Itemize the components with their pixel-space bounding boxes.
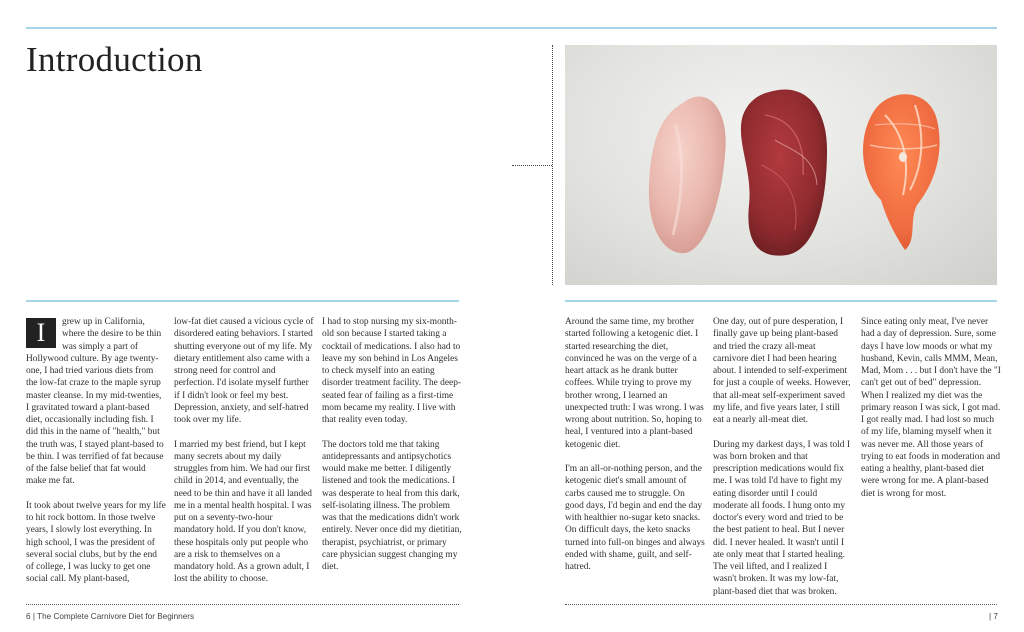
text-column-4 bbox=[565, 316, 705, 586]
text-column-2 bbox=[174, 316, 314, 598]
text-column-3 bbox=[322, 316, 462, 586]
paragraph: I had to stop nursing my six-month-old son because I started taking a cocktail of medications. I also had to leave my son behind in Los Angeles to check myself into an eating disorder treatment facility. The deep-seated fear of failing as a first-time mom became my reality. I live with that reality even today. bbox=[322, 317, 462, 425]
meat-photo bbox=[565, 45, 997, 285]
paragraph-text: grew up in California, where the desire to be thin was simply a part of Hollywood culture. By age twenty-one, I had tried various diets from the low-fat craze to the maple syrup master cleanse. In my mid-twenties, I gravitated toward a plant-based diet, occasionally including fish. I did this in the name of "health," but the truth was, I stayed plant-based to be thin. I was terrified of fat because of the false belief that fat would make me fat. bbox=[26, 317, 164, 487]
meat-illustration bbox=[565, 45, 997, 285]
paragraph: One day, out of pure desperation, I finally gave up being plant-based and tried the crazy all-meat carnivore diet I had been hearing about. I intended to self-experiment for just a couple of weeks. However, that all-meat self-experiment saved my life, and five years later, I still eat a nearly all-meat diet. bbox=[713, 317, 851, 425]
footer-rule-left bbox=[26, 604, 459, 605]
text-column-6 bbox=[861, 316, 1001, 512]
drop-cap: I bbox=[26, 318, 56, 348]
paragraph: It took about twelve years for my life to hit rock bottom. In those twelve years, I slowly lost everything. In high school, I was the president of several social clubs, but by the end of college, I was lucky to get one social call. My plant-based, bbox=[26, 500, 166, 585]
paragraph: Around the same time, my brother started following a ketogenic diet. I started researching the diet, convinced he was on the verge of a heart attack as he drank butter coffees. While trying to prove my brother wrong, I learned an unexpected truth: I was wrong. I was wrong about nutrition. So, hoping to heal, I ventured into a plant-based ketogenic diet. bbox=[565, 317, 704, 450]
paragraph: During my darkest days, I was told I was born broken and that prescription medications would fix me. I was told I'd have to fight my eating disorder until I could moderate all foods. I hung onto my doctor's every word and tried to be the best patient to heal. But I never did. I never healed. It wasn't until I ate only meat that I started healing. The veil lifted, and I realized I wasn't broken. It was my low-fat, plant-based diet that was broken. bbox=[713, 439, 850, 597]
paragraph: The doctors told me that taking antidepressants and antipsychotics would make me better. I diligently listened and took the medications. I was desperate to heal from this dark, self-isolating illness. The problem was that the medications didn't work entirely. Never once did my dietitian, therapist, psychiatrist, or primary care physician suggest changing my diet. bbox=[322, 439, 462, 572]
page-title: Introduction bbox=[26, 40, 203, 79]
footer-right-page-number: | 7 bbox=[989, 612, 998, 621]
right-section-rule bbox=[565, 300, 997, 302]
footer-rule-right bbox=[565, 604, 997, 605]
top-accent-rule bbox=[26, 27, 997, 29]
photo-frame-line bbox=[552, 45, 553, 285]
paragraph: Since eating only meat, I've never had a day of depression. Sure, some days I have low moods or what my husband, Kevin, calls MMM, Mean, Mad, Mom . . . but I don't have the "I can't get out of bed" depression. When I realized my diet was the primary reason I was sick, I got mad. I got really mad. I had lost so much of my life, blaming myself when it was never me. All those years of trying to eat foods in moderation and eating a healthy, plant-based diet were wrong for me. A plant-based diet is wrong for most. bbox=[861, 317, 1001, 499]
paragraph: I'm an all-or-nothing person, and the ketogenic diet's small amount of carbs caused me to struggle. On good days, I'd begin and end the day with healthier no-sugar keto snacks. On difficult days, the keto snacks turned into full-on binges and always ended with shame, guilt, and self-hatred. bbox=[565, 464, 705, 572]
footer-left-page-info: 6 | The Complete Carnivore Diet for Beginners bbox=[26, 612, 195, 621]
paragraph: low-fat diet caused a vicious cycle of disordered eating behaviors. I started shutting everyone out of my life. My dietary entitlement also came with a strong need for control and perfection. I'd isolate myself further if I didn't look or feel my best. Depression, anxiety, and self-hatred took over my life. bbox=[174, 317, 314, 425]
paragraph bbox=[26, 316, 166, 488]
salmon-steak bbox=[863, 94, 940, 250]
left-section-rule bbox=[26, 300, 459, 302]
text-column-1 bbox=[26, 316, 166, 598]
text-column-5 bbox=[713, 316, 853, 610]
paragraph: I married my best friend, but I kept many secrets about my daily struggles from him. We had our first child in 2014, and eventually, the need to be thin and have it all landed me in a mental health hospital. I was put on a seventy-two-hour mandatory hold. If you don't know, these hospitals only put people who are a risk to themselves on a mandatory hold. As a grown adult, I lost the ability to choose. bbox=[174, 439, 312, 585]
chicken-breast bbox=[649, 96, 726, 253]
photo-leader-line bbox=[512, 165, 552, 166]
